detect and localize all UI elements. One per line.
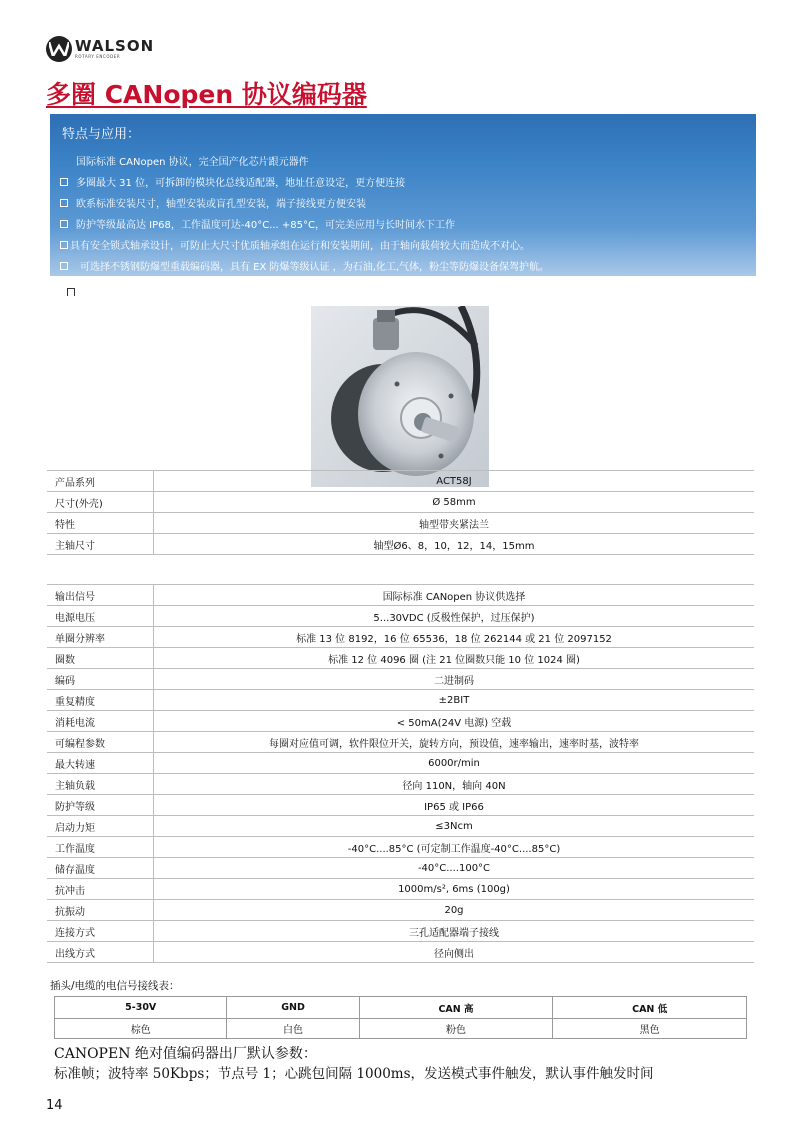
spec-label: 主轴尺寸 [47, 534, 154, 555]
table-row [47, 837, 754, 858]
table-row [47, 795, 754, 816]
table-row [47, 900, 754, 921]
spec-label: 主轴负载 [47, 774, 154, 795]
spec-table-electrical [47, 584, 754, 963]
checkbox-bullet-icon [60, 178, 68, 186]
spec-label: 电源电压 [47, 606, 154, 627]
table-row [47, 690, 754, 711]
wiring-header: CAN 高 [359, 997, 553, 1019]
wire-color: 白色 [227, 1019, 359, 1039]
table-row [47, 669, 754, 690]
spec-value: 20g [154, 900, 755, 921]
spec-value: 三孔适配器端子接线 [154, 921, 755, 942]
wiring-header: GND [227, 997, 359, 1019]
spec-value: 轴型带夹紧法兰 [154, 513, 755, 534]
table-row [47, 606, 754, 627]
spec-label: 启动力矩 [47, 816, 154, 837]
page-number: 14 [46, 1098, 63, 1113]
spec-value: Ø 58mm [154, 492, 755, 513]
logo-subtitle: ROTARY ENCODER [75, 54, 121, 59]
table-row [47, 627, 754, 648]
features-list [60, 150, 750, 276]
spec-label: 出线方式 [47, 942, 154, 963]
wire-color: 黑色 [553, 1019, 747, 1039]
spec-label: 尺寸(外壳) [47, 492, 154, 513]
defaults-title: CANOPEN 绝对值编码器出厂默认参数： [54, 1046, 317, 1062]
table-row [47, 753, 754, 774]
spec-value: ACT58J [154, 471, 755, 492]
spec-label: 可编程参数 [47, 732, 154, 753]
checkbox-bullet-icon [60, 262, 68, 270]
spec-label: 储存温度 [47, 858, 154, 879]
table-row [47, 921, 754, 942]
table-row [47, 513, 754, 534]
wire-color: 棕色 [55, 1019, 227, 1039]
spec-value: 1000m/s², 6ms (100g) [154, 879, 755, 900]
table-row [47, 816, 754, 837]
checkbox-bullet-icon [60, 241, 68, 249]
feature-text: 可选择不锈钢防爆型重载编码器，具有 EX 防爆等级认证 ，为石油,化工,气体，粉尘等防爆设备保驾护航。 [80, 262, 550, 273]
defaults-body: 标准帧；波特率 50Kbps；节点号 1；心跳包间隔 1000ms，发送模式事件触发，默认事件触发时间 [54, 1066, 654, 1082]
table-row [47, 471, 754, 492]
table-row [47, 711, 754, 732]
spec-value: 二进制码 [154, 669, 755, 690]
table-row [47, 774, 754, 795]
spec-value: 每圈对应值可调，软件限位开关，旋转方向，预设值，速率输出，速率时基，波特率 [154, 732, 755, 753]
spec-label: 抗冲击 [47, 879, 154, 900]
spec-value: 标准 13 位 8192，16 位 65536，18 位 262144 或 21 位 2097152 [154, 627, 755, 648]
logo-name: WALSON [75, 37, 155, 55]
spec-value: 轴型Ø6、8，10，12，14，15mm [154, 534, 755, 555]
table-row [47, 648, 754, 669]
spec-label: 编码 [47, 669, 154, 690]
spec-value: 径向侧出 [154, 942, 755, 963]
feature-item [60, 171, 750, 192]
table-row [47, 942, 754, 963]
spec-value: -40°C....85°C (可定制工作温度-40°C....85°C) [154, 837, 755, 858]
spec-label: 工作温度 [47, 837, 154, 858]
feature-text: 多圈最大 31 位，可拆卸的模块化总线适配器，地址任意设定，更方便连接 [76, 178, 406, 189]
spec-value: 标准 12 位 4096 圈 (注 21 位圈数只能 10 位 1024 圈) [154, 648, 755, 669]
spec-value: ±2BIT [154, 690, 755, 711]
spec-label: 特性 [47, 513, 154, 534]
feature-item [60, 192, 750, 213]
spec-label: 输出信号 [47, 585, 154, 606]
features-heading: 特点与应用： [62, 127, 141, 142]
page-title: 多圈 CANopen 协议编码器 [46, 80, 367, 109]
feature-text: 具有安全锁式轴承设计，可防止大尺寸优质轴承组在运行和安装期间，由于轴向载荷较大而造成不对心。 [70, 241, 530, 252]
wiring-header: 5-30V [55, 997, 227, 1019]
spec-label: 防护等级 [47, 795, 154, 816]
table-header-row [55, 997, 747, 1019]
spec-label: 连接方式 [47, 921, 154, 942]
wire-color: 粉色 [359, 1019, 553, 1039]
spec-label: 重复精度 [47, 690, 154, 711]
spec-value: -40°C....100°C [154, 858, 755, 879]
brand-logo [46, 36, 154, 62]
checkbox-bullet-icon [60, 220, 68, 228]
spec-value: IP65 或 IP66 [154, 795, 755, 816]
spec-value: 国际标准 CANopen 协议供选择 [154, 585, 755, 606]
spec-label: 抗振动 [47, 900, 154, 921]
wiring-table [54, 996, 747, 1039]
feature-text: 国际标准 CANopen 协议，完全国产化芯片跟元器件 [76, 157, 309, 168]
spec-value: ≤3Ncm [154, 816, 755, 837]
table-row [47, 858, 754, 879]
checkbox-bullet-icon [67, 288, 75, 296]
spec-label: 单圈分辨率 [47, 627, 154, 648]
spec-value: 5...30VDC (反极性保护，过压保护) [154, 606, 755, 627]
table-row [47, 879, 754, 900]
feature-item [60, 255, 750, 276]
table-row [47, 534, 754, 555]
product-photo [311, 306, 489, 487]
spec-value: 径向 110N，轴向 40N [154, 774, 755, 795]
feature-item [60, 150, 750, 171]
feature-text: 欧系标准安装尺寸，轴型安装或盲孔型安装，端子接线更方便安装 [76, 199, 366, 210]
spec-value: < 50mA(24V 电源) 空载 [154, 711, 755, 732]
spec-label: 产品系列 [47, 471, 154, 492]
feature-text: 防护等级最高达 IP68，工作温度可达-40°C... +85°C，可完美应用与长时间水下工作 [76, 220, 455, 231]
features-panel [50, 114, 756, 276]
spec-label: 最大转速 [47, 753, 154, 774]
spec-label: 消耗电流 [47, 711, 154, 732]
spec-value: 6000r/min [154, 753, 755, 774]
table-row [47, 732, 754, 753]
wiring-header: CAN 低 [553, 997, 747, 1019]
table-row [47, 585, 754, 606]
feature-item [60, 234, 750, 255]
spec-label: 圈数 [47, 648, 154, 669]
logo-mark-icon [46, 36, 72, 62]
feature-item [60, 213, 750, 234]
table-row [47, 492, 754, 513]
spec-table-basic [47, 470, 754, 555]
table-row [55, 1019, 747, 1039]
checkbox-bullet-icon [60, 199, 68, 207]
wiring-table-title: 插头/电缆的电信号接线表： [50, 980, 180, 992]
